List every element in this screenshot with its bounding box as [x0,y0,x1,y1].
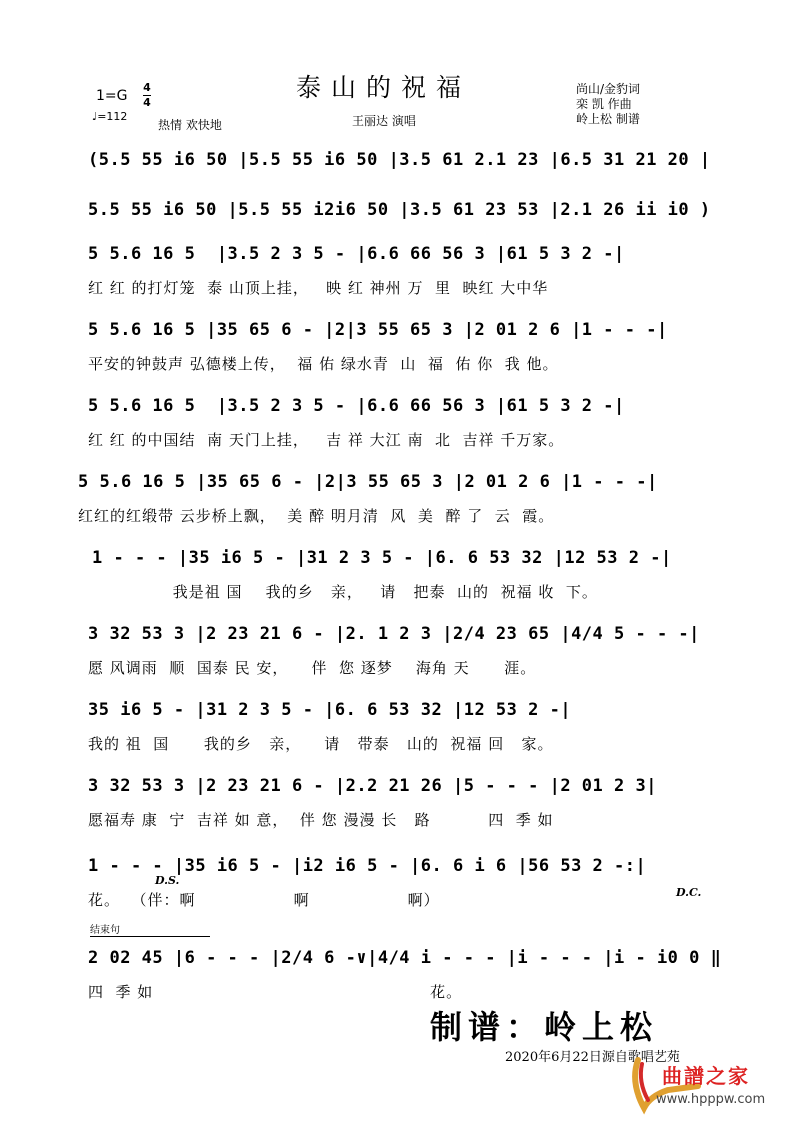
notes-line: 5.5 55 i6 50 |5.5 55 i2i6 50 |3.5 61 23 53 |2.1 26 ii i0 ) [88,200,711,220]
lyrics-line: 红 红 的中国结 南 天门上挂， 吉 祥 大江 南 北 吉祥 千万家。 [88,431,565,449]
notes-line: 3 32 53 3 |2 23 21 6 - |2. 1 2 3 |2/4 23 65 |4/4 5 - - -| [88,624,700,644]
site-logo-text: 曲譜之家 [662,1064,750,1088]
time-signature [143,82,151,109]
lyrics-line: 我是祖 国 我的乡 亲， 请 把泰 山的 祝福 收 下。 [92,583,598,601]
credit-lyricist: 尚山/金豹词 [576,82,641,96]
lyrics-line: 我的 祖 国 我的乡 亲， 请 带泰 山的 祝福 回 家。 [88,735,554,753]
notes-line: 3 32 53 3 |2 23 21 6 - |2.2 21 26 |5 - - - |2 01 2 3| [88,776,657,796]
transcriber-signature: 制谱：岭上松 [430,1008,659,1046]
notes-line: 5 5.6 16 5 |3.5 2 3 5 - |6.6 66 56 3 |61 5 3 2 -| [88,244,625,264]
credits [576,82,640,127]
source-date: 2020年6月22日源自歌唱艺苑 [505,1050,680,1065]
lyrics-line: 平安的钟鼓声 弘德楼上传， 福 佑 绿水青 山 福 佑 你 我 他。 [88,355,559,373]
notes-line: 1 - - - |35 i6 5 - |31 2 3 5 - |6. 6 53 32 |12 53 2 -| [92,548,672,568]
notes-line: 5 5.6 16 5 |35 65 6 - |2|3 55 65 3 |2 01 2 6 |1 - - -| [78,472,658,492]
performer: 王丽达 演唱 [352,114,416,128]
lyrics-line: 愿福寿 康 宁 吉祥 如 意， 伴 您 漫漫 长 路 四 季 如 [88,811,554,829]
dc-marking: D.C. [676,886,702,899]
lyrics-line: 花。 （伴：啊 啊 啊） [88,891,440,909]
lyrics-line: 红红的红缎带 云步桥上飘， 美 醉 明月清 风 美 醉 了 云 霞。 [78,507,555,525]
ending-label: 结束句 [90,921,210,937]
key-signature: 1=G [96,88,128,104]
notes-line: 1 - - - |35 i6 5 - |i2 i6 5 - |6. 6 i 6 |56 53 2 -:| [88,856,647,876]
page-title: 泰山的祝福 [296,73,472,102]
notes-line: 2 02 45 |6 - - - |2/4 6 -∨|4/4 i - - - |i - - - |i - i0 0 ‖ [88,948,722,968]
site-url[interactable]: www.hpppw.com [656,1092,766,1107]
notes-line: 5 5.6 16 5 |35 65 6 - |2|3 55 65 3 |2 01 2 6 |1 - - -| [88,320,668,340]
lyrics-line: 四 季 如 花。 [88,983,463,1001]
credit-composer: 栾 凯 作曲 [576,97,632,111]
meter-top: 4 [143,81,151,94]
ds-marking: D.S. [155,874,180,887]
tempo-marking: ♩=112 [92,110,128,123]
meter-bottom: 4 [143,96,151,109]
notes-line: 5 5.6 16 5 |3.5 2 3 5 - |6.6 66 56 3 |61 5 3 2 -| [88,396,625,416]
notes-line: 35 i6 5 - |31 2 3 5 - |6. 6 53 32 |12 53 2 -| [88,700,572,720]
notes-line: (5.5 55 i6 50 |5.5 55 i6 50 |3.5 61 2.1 23 |6.5 31 21 20 | [88,150,711,170]
expression-marking: 热情 欢快地 [158,118,222,132]
lyrics-line: 愿 风调雨 顺 国泰 民 安， 伴 您 逐梦 海角 天 涯。 [88,659,537,677]
credit-transcriber: 岭上松 制谱 [576,112,640,126]
lyrics-line: 红 红 的打灯笼 泰 山顶上挂， 映 红 神州 万 里 映红 大中华 [88,279,549,297]
